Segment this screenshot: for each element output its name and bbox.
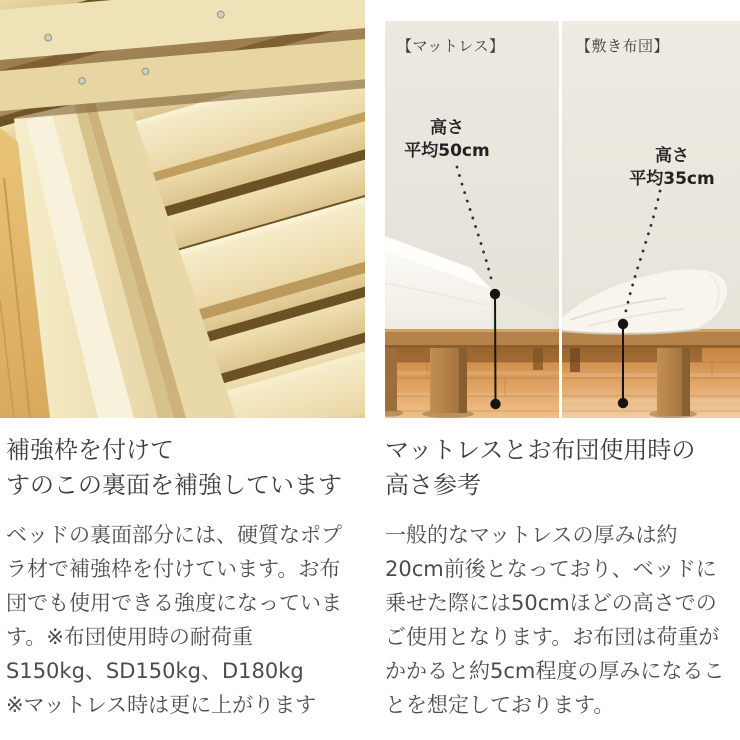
reinforcement-heading: [6, 433, 358, 503]
measure-dot-top: [618, 319, 628, 329]
reinforcement-note: ※マットレス時は更に上がります: [6, 693, 317, 717]
wood-floor: [562, 346, 740, 418]
mattress-scene: [385, 21, 559, 418]
height-reference-heading: [385, 433, 737, 503]
futon-photo-label: 【敷き布団】: [576, 37, 670, 55]
mattress-height-photo: [385, 21, 559, 418]
height-reference-paragraph: 一般的なマットレスの厚みは約20cm前後となっており、ベッドに乗せた際には50cmほどの高さでのご使用となります。お布団は荷重がかかると約5cm程度の厚みになることを想定しております。: [385, 523, 725, 717]
screw-icon: [142, 68, 149, 75]
reinforcement-heading-line2: すのこの裏面を補強しています: [6, 471, 342, 499]
height-reference-heading-line2: 高さ参考: [385, 471, 481, 499]
measure-dot-bottom: [618, 398, 628, 408]
bed-underside-photo: [0, 0, 365, 418]
mattress-height-caption: [401, 117, 493, 163]
screw-icon: [44, 34, 51, 41]
reinforcement-text-section: [6, 433, 358, 722]
measure-dot-top: [490, 289, 500, 299]
bed-underside-illustration: [0, 0, 365, 418]
screw-icon: [79, 77, 86, 84]
screw-icon: [217, 11, 224, 18]
futon-height-caption-line1: 高さ: [655, 146, 689, 166]
height-reference-text-section: [385, 433, 737, 722]
futon-height-photo: [562, 21, 740, 418]
wood-floor: [385, 346, 559, 418]
reinforcement-heading-line1: 補強枠を付けて: [6, 436, 174, 464]
mattress-height-caption-line1: 高さ: [430, 118, 464, 138]
futon-scene: [562, 21, 740, 418]
futon-height-caption: [626, 145, 718, 191]
height-reference-heading-line1: マットレスとお布団使用時の: [385, 436, 696, 464]
mattress-height-caption-line2: 平均50cm: [404, 141, 490, 161]
futon-height-caption-line2: 平均35cm: [629, 169, 715, 189]
measure-dot-bottom: [490, 399, 500, 409]
mattress-photo-label: 【マットレス】: [397, 37, 505, 55]
reinforcement-paragraph: ベッドの裏面部分には、硬質なポプラ材で補強枠を付けています。お布団でも使用できる強度になっています。※布団使用時の耐荷重 S150kg、SD150kg、D180kg: [6, 523, 342, 683]
